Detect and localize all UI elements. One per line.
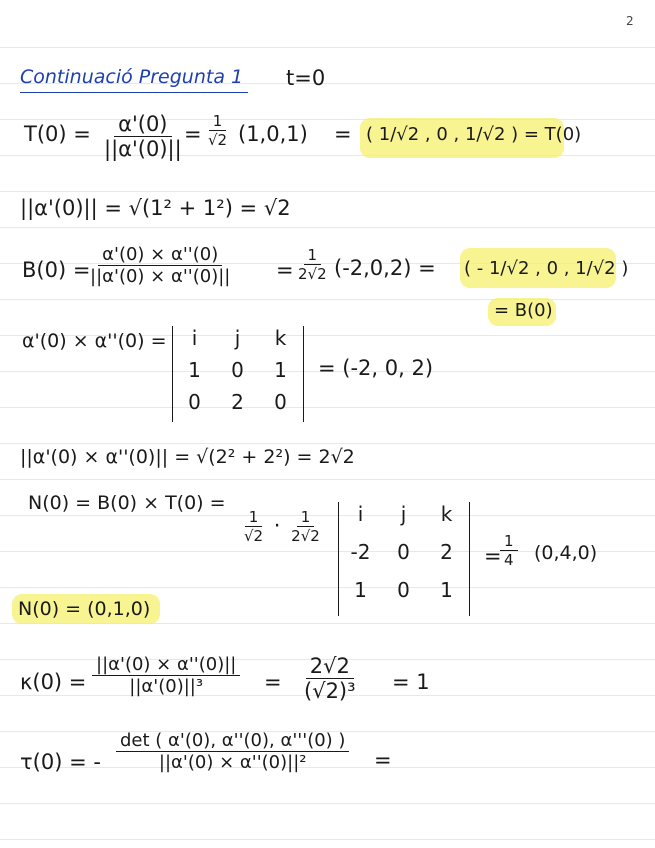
N0-cell: 0 xyxy=(397,578,410,602)
N0-res-den: 4 xyxy=(504,551,514,569)
N0-cell: 1 xyxy=(354,578,367,602)
B0-coef-num: 1 xyxy=(304,246,322,265)
B0-numerator: α'(0) × α''(0) xyxy=(98,244,222,266)
norm-cross: ||α'(0) × α''(0)|| = √(2² + 2²) = 2√2 xyxy=(20,446,355,468)
cross-cell: j xyxy=(234,326,241,350)
cross-cell: 0 xyxy=(188,390,201,414)
kappa-fraction xyxy=(92,654,240,697)
kappa-den2: (√2)³ xyxy=(304,679,356,703)
kappa-eq1: = xyxy=(264,670,282,694)
B0-coef-den: 2√2 xyxy=(298,265,327,283)
B0-vector: (-2,0,2) = xyxy=(334,256,436,280)
T0-fraction xyxy=(100,112,186,161)
B0-fraction xyxy=(86,244,234,287)
N0-coef1-den: √2 xyxy=(244,527,264,545)
N0-cell: 0 xyxy=(397,540,410,564)
N0-eq: = xyxy=(484,544,502,568)
kappa-numerator: ||α'(0) × α''(0)|| xyxy=(92,654,240,676)
B0-coef xyxy=(294,246,331,283)
T0-coef xyxy=(204,112,231,149)
N0-cell: 1 xyxy=(440,578,453,602)
N0-res-vector: (0,4,0) xyxy=(534,542,598,564)
B0-result: ( - 1/√2 , 0 , 1/√2 ) xyxy=(464,258,629,279)
N0-coefs xyxy=(240,508,324,545)
T0-coef-num: 1 xyxy=(209,112,227,131)
N0-matrix xyxy=(338,502,470,616)
tau-denominator: ||α'(0) × α''(0)||² xyxy=(158,752,307,773)
T0-vector: (1,0,1) xyxy=(238,122,308,146)
tau-lhs: τ(0) = - xyxy=(20,750,101,774)
N0-dot: · xyxy=(273,513,281,538)
heading-title: Continuació Pregunta 1 xyxy=(20,66,248,93)
T0-denominator: ||α'(0)|| xyxy=(104,137,182,161)
kappa-result: = 1 xyxy=(392,670,430,694)
cross-cell: k xyxy=(274,326,287,350)
N0-res-coef xyxy=(500,532,518,569)
tau-fraction xyxy=(116,730,349,773)
cross-cell: 2 xyxy=(231,390,244,414)
N0-cell: j xyxy=(400,502,407,526)
kappa-fraction2 xyxy=(300,654,360,703)
tau-eq: = xyxy=(374,748,392,772)
T0-numerator: α'(0) xyxy=(114,112,171,137)
kappa-lhs: κ(0) = xyxy=(20,670,87,694)
N0-cell: -2 xyxy=(350,540,371,564)
N0-coef2-den: 2√2 xyxy=(291,527,320,545)
cross-result: = (-2, 0, 2) xyxy=(318,356,434,380)
B0-result-label: = B(0) xyxy=(494,300,553,321)
B0-eq1: = xyxy=(276,258,294,282)
N0-cell: k xyxy=(440,502,453,526)
N0-final: N(0) = (0,1,0) xyxy=(18,598,151,620)
cross-cell: 0 xyxy=(231,358,244,382)
T0-lhs: T(0) = xyxy=(24,122,91,146)
cross-cell: i xyxy=(191,326,198,350)
tau-numerator: det ( α'(0), α''(0), α'''(0) ) xyxy=(116,730,349,752)
kappa-num2: 2√2 xyxy=(306,654,354,679)
T0-result: ( 1/√2 , 0 , 1/√2 ) = T(0) xyxy=(366,124,582,145)
N0-cell: i xyxy=(357,502,364,526)
cross-cell: 1 xyxy=(274,358,287,382)
heading-t-value: t=0 xyxy=(286,66,326,90)
T0-eq2: = xyxy=(334,122,352,146)
cross-matrix xyxy=(172,326,304,422)
N0-cell: 2 xyxy=(440,540,453,564)
cross-cell: 1 xyxy=(188,358,201,382)
page-number: 2 xyxy=(626,14,634,28)
B0-denominator: ||α'(0) × α''(0)|| xyxy=(90,266,231,287)
cross-lhs: α'(0) × α''(0) = xyxy=(22,330,167,352)
N0-coef1-num: 1 xyxy=(245,508,263,527)
kappa-denominator: ||α'(0)||³ xyxy=(129,676,204,697)
T0-eq1: = xyxy=(184,122,202,146)
N0-lhs: N(0) = B(0) × T(0) = xyxy=(28,492,226,514)
N0-coef2-num: 1 xyxy=(297,508,315,527)
T0-coef-den: √2 xyxy=(208,131,228,149)
N0-res-num: 1 xyxy=(500,532,518,551)
norm-alpha: ||α'(0)|| = √(1² + 1²) = √2 xyxy=(20,196,291,220)
B0-lhs: B(0) = xyxy=(22,258,91,282)
cross-cell: 0 xyxy=(274,390,287,414)
